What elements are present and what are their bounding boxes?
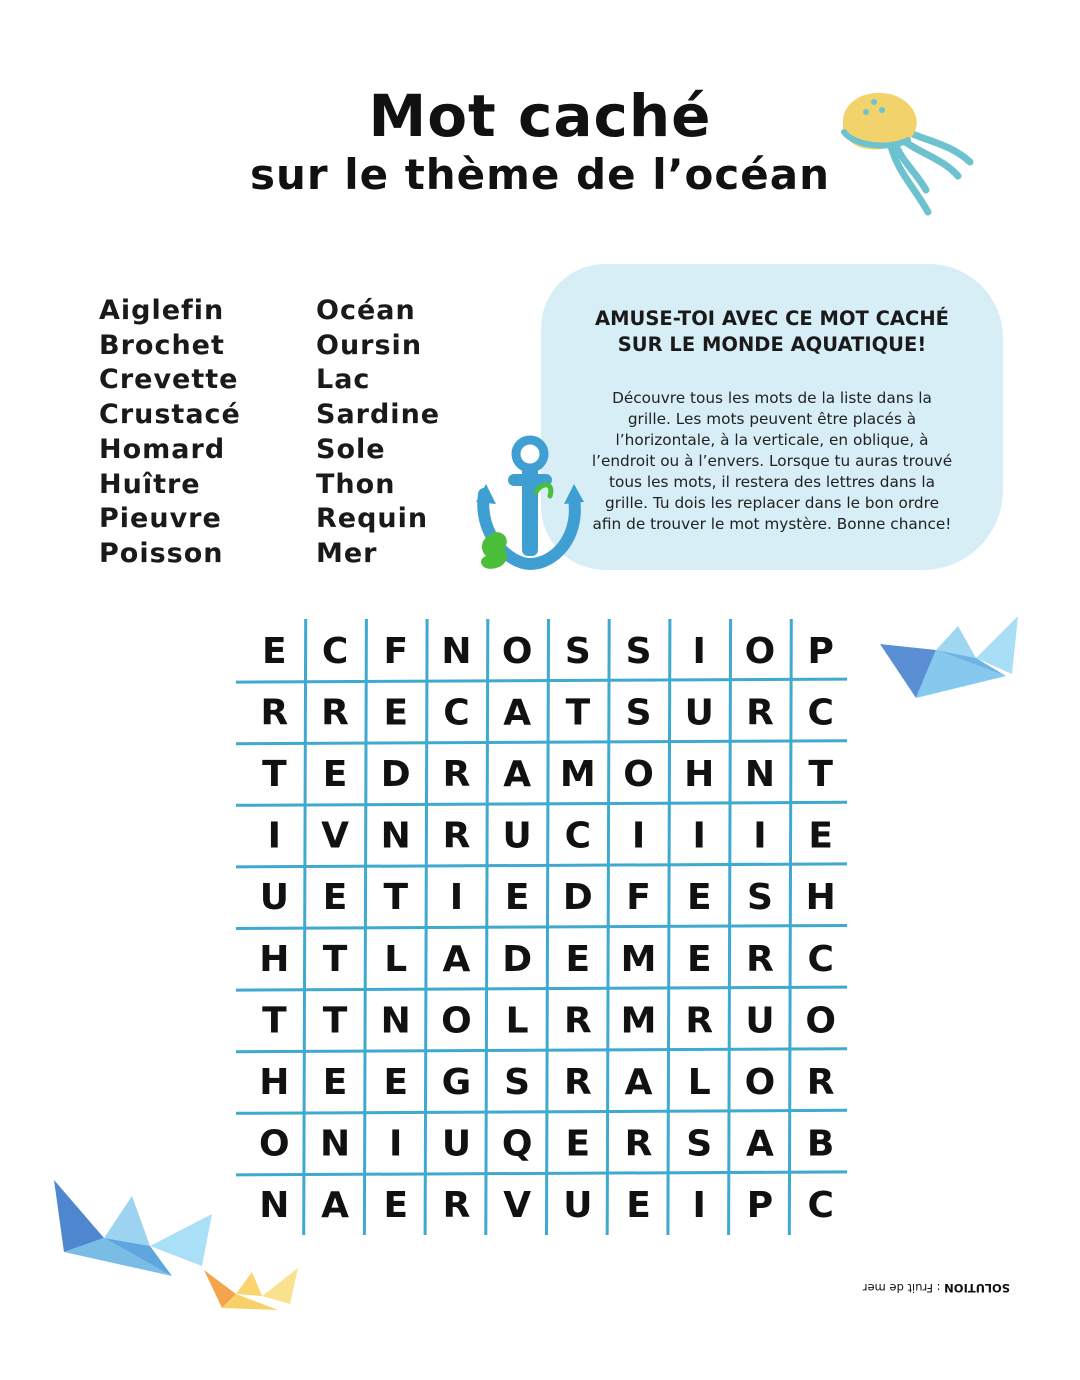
grid-letter: E xyxy=(322,877,348,919)
grid-letter: U xyxy=(502,815,532,857)
word-list-item: Lac xyxy=(316,364,371,396)
solution-label: SOLUTION xyxy=(944,1281,1010,1295)
grid-letter: E xyxy=(322,1062,348,1103)
word-list-item: Huître xyxy=(99,468,201,500)
grid-letter: R xyxy=(321,692,349,734)
grid-letter: E xyxy=(383,1062,409,1103)
grid-letter: U xyxy=(563,1185,593,1227)
grid-letter: U xyxy=(259,877,289,919)
grid-letter: S xyxy=(504,1062,531,1103)
grid-letter: M xyxy=(620,938,657,980)
solution-separator: : xyxy=(932,1281,945,1295)
grid-letter: P xyxy=(807,630,834,672)
word-list-item: Aiglefin xyxy=(99,295,225,326)
grid-letter: N xyxy=(380,1000,411,1042)
grid-letter: O xyxy=(805,1000,836,1042)
grid-letter: E xyxy=(565,938,591,980)
word-list-item: Sole xyxy=(316,433,386,465)
grid-letter: D xyxy=(380,754,411,795)
word-list-item: Sardine xyxy=(316,399,441,431)
grid-letter: N xyxy=(319,1123,351,1165)
grid-letter: R xyxy=(806,1062,835,1103)
grid-letter: M xyxy=(620,1000,657,1042)
grid-letter: T xyxy=(262,754,287,795)
grid-letter: B xyxy=(806,1123,835,1165)
grid-letter: T xyxy=(322,1000,348,1042)
grid-letter: A xyxy=(503,754,532,795)
grid-line-horizontal xyxy=(236,864,847,867)
word-list-item: Océan xyxy=(316,295,416,326)
grid-letter: T xyxy=(262,1000,287,1042)
grid-letter: R xyxy=(746,938,774,980)
grid-letter: I xyxy=(389,1123,403,1165)
grid-letter: O xyxy=(259,1123,290,1165)
grid-letter: R xyxy=(563,1000,592,1042)
grid-letter: I xyxy=(267,815,282,857)
grid-letter: S xyxy=(625,692,652,734)
grid-letter: A xyxy=(624,1062,653,1103)
grid-letter: T xyxy=(808,754,833,795)
page-subtitle: sur le thème de l’océan xyxy=(249,150,831,199)
word-list-item: Poisson xyxy=(99,537,224,569)
grid-letter: I xyxy=(692,1185,706,1227)
grid-letter: C xyxy=(807,692,834,734)
grid-letter: O xyxy=(744,1062,776,1103)
grid-letter: R xyxy=(563,1062,592,1103)
grid-letter: E xyxy=(808,815,833,857)
word-list-item: Oursin xyxy=(316,329,423,361)
grid-letter: E xyxy=(686,877,712,919)
instructions-heading: AMUSE-TOI AVEC CE MOT CACHÉ SUR LE MONDE AQUATIQUE! xyxy=(595,307,949,356)
grid-letter: D xyxy=(502,938,533,980)
page-title: Mot caché xyxy=(368,82,712,150)
grid-letter: E xyxy=(262,630,287,672)
grid-letter: E xyxy=(565,1123,591,1165)
word-list-item: Pieuvre xyxy=(99,503,222,535)
grid-letter: C xyxy=(564,815,592,857)
grid-line-horizontal xyxy=(236,987,847,990)
word-list-item: Thon xyxy=(316,468,396,500)
grid-line-horizontal xyxy=(236,1110,847,1113)
grid-line-horizontal xyxy=(236,741,847,744)
word-list-item: Homard xyxy=(99,433,226,465)
grid-letter: G xyxy=(441,1062,472,1103)
grid-letter: O xyxy=(441,1000,472,1042)
grid-letter: D xyxy=(562,877,593,919)
grid-letter: R xyxy=(442,754,471,795)
grid-line-horizontal xyxy=(236,679,847,682)
grid-letter: F xyxy=(383,630,409,672)
grid-letter: T xyxy=(383,877,409,919)
grid-letter: V xyxy=(321,815,349,857)
word-list-item: Crevette xyxy=(99,364,239,396)
grid-letter: I xyxy=(449,877,464,919)
word-list-item: Requin xyxy=(316,503,429,535)
grid-letter: C xyxy=(807,1185,834,1227)
grid-line-horizontal xyxy=(236,1049,847,1052)
grid-letter: C xyxy=(807,938,834,980)
grid-letter: R xyxy=(442,1185,471,1227)
grid-letter: C xyxy=(443,692,470,734)
solution-answer: Fruit de mer xyxy=(862,1281,933,1295)
grid-letter: I xyxy=(753,815,767,857)
grid-letter: E xyxy=(322,754,348,795)
grid-letter: T xyxy=(565,692,591,734)
grid-letter: I xyxy=(692,815,706,857)
solution-text xyxy=(855,1281,1010,1295)
grid-letter: F xyxy=(626,877,651,919)
grid-letter: E xyxy=(504,877,530,919)
grid-letter: R xyxy=(685,1000,714,1042)
grid-letter: I xyxy=(631,815,646,857)
grid-letter: E xyxy=(626,1185,651,1227)
grid-letter: N xyxy=(744,754,776,795)
grid-letter: S xyxy=(564,630,591,672)
grid-letter: N xyxy=(259,1185,290,1227)
grid-letter: Q xyxy=(501,1123,533,1165)
grid-letter: T xyxy=(322,938,348,980)
grid-line-horizontal xyxy=(236,802,847,805)
grid-letter: N xyxy=(380,815,411,857)
grid-line-horizontal xyxy=(236,1172,847,1175)
grid-letter: U xyxy=(441,1123,472,1165)
grid-letter: L xyxy=(384,938,408,980)
instructions-text: Découvre tous les mots de la liste dans la grille. Les mots peuvent être placés à l’horizontale, à la verticale, en oblique, à l’endroit ou à l’envers. Lorsque tu auras trouvé tous les mots, il restera des lettres dans la grille. Tu dois les replacer dans le bon ordre afin de trouver le mot mystère. Bonne chance! xyxy=(591,389,953,533)
grid-letter: L xyxy=(505,1000,529,1042)
grid-letter: M xyxy=(559,754,596,795)
grid-letter: A xyxy=(746,1123,774,1165)
grid-letter: U xyxy=(684,692,714,734)
grid-letter: A xyxy=(442,938,471,980)
grid-letter: S xyxy=(746,877,773,919)
grid-letter: P xyxy=(746,1185,774,1227)
grid-letter: R xyxy=(746,692,774,734)
grid-letter: H xyxy=(805,877,836,919)
grid-letter: R xyxy=(442,815,471,857)
grid-letter: O xyxy=(501,630,533,672)
grid-letter: H xyxy=(259,938,290,980)
grid-letter: E xyxy=(383,1185,409,1227)
grid-letter: A xyxy=(503,692,532,734)
grid-letter: I xyxy=(692,630,706,672)
word-list-item: Brochet xyxy=(99,329,225,361)
grid-letter: N xyxy=(441,630,472,672)
grid-letter: U xyxy=(745,1000,775,1042)
grid-letter: S xyxy=(686,1123,713,1165)
grid-letter: E xyxy=(383,692,409,734)
grid-letter: R xyxy=(260,692,289,734)
grid-letter: H xyxy=(259,1062,290,1103)
grid-letter: H xyxy=(684,754,715,795)
word-list-item: Mer xyxy=(316,537,378,569)
grid-letter: O xyxy=(744,630,776,672)
grid-letter: C xyxy=(321,630,349,672)
grid-letter: O xyxy=(623,754,654,795)
grid-letter: R xyxy=(624,1123,653,1165)
grid-letter: V xyxy=(503,1185,532,1227)
grid-letter: A xyxy=(321,1185,349,1227)
word-list-item: Crustacé xyxy=(99,399,241,431)
grid-letter: E xyxy=(686,938,712,980)
grid-letter: L xyxy=(687,1062,711,1103)
grid-line-horizontal xyxy=(236,926,847,929)
grid-letter: S xyxy=(625,630,652,672)
